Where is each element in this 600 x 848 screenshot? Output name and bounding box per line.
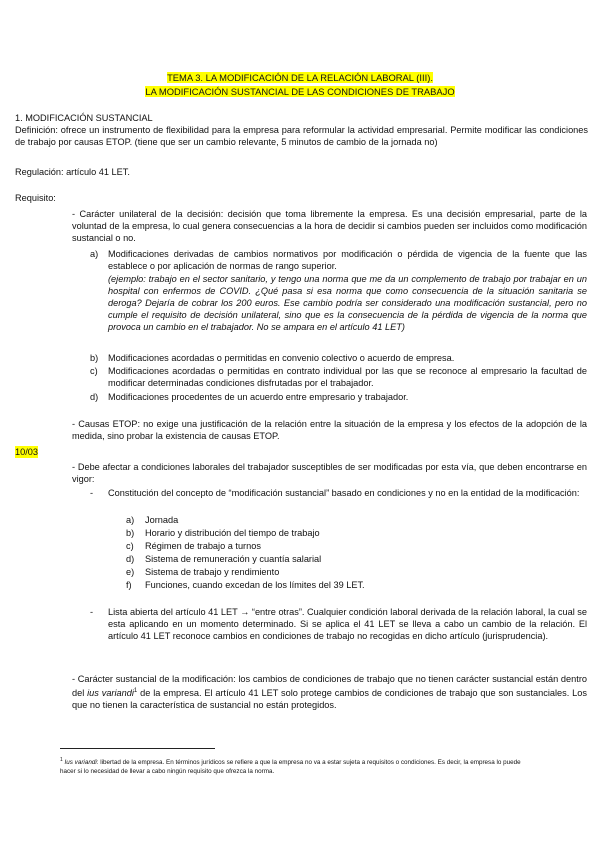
title-line-2: LA MODIFICACIÓN SUSTANCIAL DE LAS CONDICIONES DE TRABAJO [145, 86, 455, 97]
etop-paragraph: - Causas ETOP: no exige una justificación de la relación entre la situación de la empresa y los efectos de la adopción de la medida, sino probar la existencia de causas ETOP. [72, 419, 587, 441]
list-marker-b: b) [90, 353, 99, 363]
title-line-1: TEMA 3. LA MODIFICACIÓN DE LA RELACIÓN LABORAL (III). [167, 72, 433, 83]
list-marker-d: d) [90, 392, 99, 402]
section-heading: 1. MODIFICACIÓN SUSTANCIAL [15, 113, 153, 123]
open-list-text: Lista abierta del artículo 41 LET → “entre otras”. Cualquier condición laboral derivada de la relación laboral, la cual se esta aplicando en un momento determinado. Si se aplica el 41 LET se lleva a cabo un cambio de la relación. El artículo 41 LET reconoce cambios en condiciones de trabajo no recogidas en dicho artículo (jurisprudencia). [108, 607, 587, 641]
list-marker-a: a) [90, 249, 99, 259]
footnote-rule [60, 748, 215, 749]
concept-text: Constitución del concepto de “modificación sustancial” basado en condiciones y no en la entidad de la modificación: [108, 488, 580, 498]
dash-marker-2: - [90, 607, 94, 617]
mod-a-text: Modificaciones derivadas de cambios normativos por modificación o pérdida de vigencia de la fuente que las establece o por aplicación de normas de rango superior. [108, 249, 587, 271]
conditions-marker-e: e) [126, 567, 135, 577]
unilateral-paragraph: - Carácter unilateral de la decisión: decisión que toma libremente la empresa. Es una decisión empresarial, parte de la voluntad de la empresa, lo cual genera consecuencias a la hora de decidir si cambios pueden ser incluidos como modificación sustancial o no. [72, 209, 587, 243]
condition-item: Funciones, cuando excedan de los límites del 39 LET. [145, 580, 365, 590]
regulation-line: Regulación: artículo 41 LET. [15, 167, 130, 177]
mod-b-text: Modificaciones acordadas o permitidas en convenio colectivo o acuerdo de empresa. [108, 353, 455, 363]
conditions-marker-f: f) [126, 580, 132, 590]
condition-item: Sistema de remuneración y cuantía salarial [145, 554, 322, 564]
condition-item: Régimen de trabajo a turnos [145, 541, 261, 551]
dash-marker-1: - [90, 488, 94, 498]
example-note: (ejemplo: trabajo en el sector sanitario, y tengo una norma que me da un complemento de trabajo por trabajar en un hospital con enfermos de COVID. ¿Qué pasa si esa norma que como consecuencia de la situación sanitaria se deroga? Dejaría de cobrar los 200 euros. Ese cambio podría ser considerado una modificación sustancial, pero no cumple el requisito de decisión unilateral, sino que es la consecuencia de la pérdida de vigencia de la norma que provoca un cambio en el trabajador. No se ampara en el artículo 41 LET) [108, 274, 587, 332]
condition-item: Sistema de trabajo y rendimiento [145, 567, 280, 577]
mod-d-text: Modificaciones procedentes de un acuerdo entre empresario y trabajador. [108, 392, 409, 402]
conditions-marker-a: a) [126, 515, 135, 525]
conditions-marker-d: d) [126, 554, 135, 564]
conditions-marker-b: b) [126, 528, 135, 538]
requirement-label: Requisito: [15, 193, 56, 203]
mod-c-text: Modificaciones acordadas o permitidas en contrato individual por las que se reconoce al empresario la facultad de modificar determinadas condiciones disfrutadas por el trabajador. [108, 366, 587, 388]
condition-item: Jornada [145, 515, 179, 525]
substantial-paragraph: - Carácter sustancial de la modificación: los cambios de condiciones de trabajo que no tienen carácter sustancial están dentro del ius variandi$^1$ de la empresa. El artículo 41 LET solo protege cambios de condiciones de trabajo que son sustanciales. Los que no tienen la característica de sustancial no están protegidos. [72, 674, 587, 711]
definition-paragraph: Definición: ofrece un instrumento de flexibilidad para la empresa para reformular la actividad empresarial. Permite modificar las condiciones de trabajo por causas ETOP. (tiene que ser un cambio relevante, 5 minutos de cambio de la jornada no) [15, 125, 588, 147]
list-marker-c: c) [90, 366, 98, 376]
footnote: $^1$ Ius variandi: libertad de la empresa. En términos jurídicos se refiere a que la empresa no va a estar sujeta a requisitos o condiciones. Es decir, la empresa lo puede hacer si lo necesidad de llevar a cabo ningún requisito que ofrezca la norma. [60, 757, 521, 776]
affect-paragraph: - Debe afectar a condiciones laborales del trabajador susceptibles de ser modificadas por esta vía, que deben encontrarse en vigor: [72, 462, 587, 484]
condition-item: Horario y distribución del tiempo de trabajo [145, 528, 320, 538]
conditions-marker-c: c) [126, 541, 134, 551]
date-marker: 10/03 [15, 447, 38, 457]
